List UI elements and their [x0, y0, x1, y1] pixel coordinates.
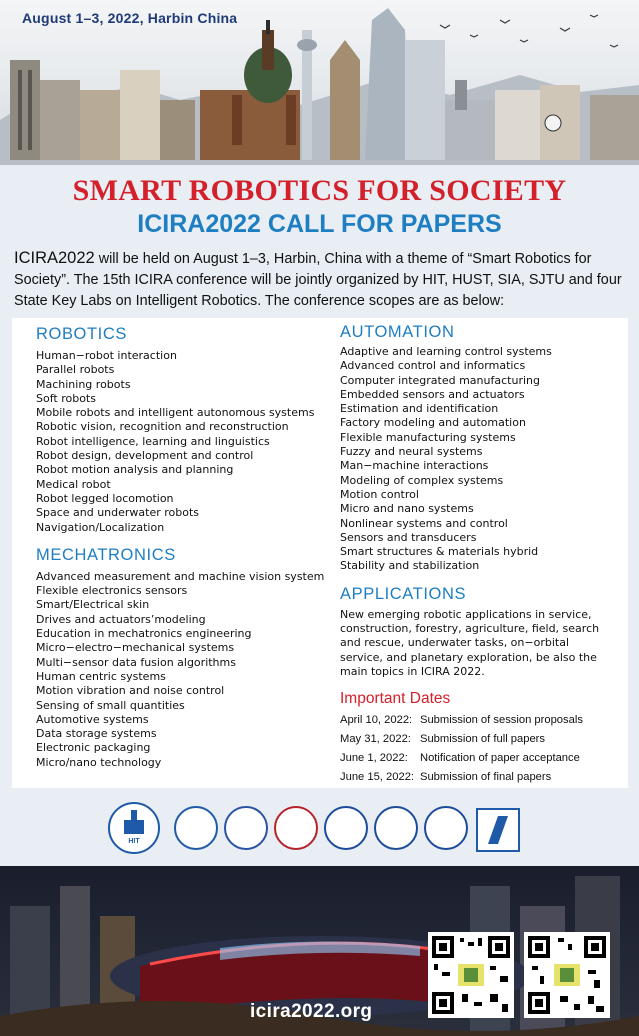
- date-row: [340, 730, 620, 749]
- list-item: Micro/nano technology: [36, 755, 162, 769]
- hit-logo-label: HIT: [128, 838, 140, 845]
- list-item: Sensors and transducers: [340, 530, 477, 544]
- date-event: Submission of full papers: [420, 733, 545, 746]
- list-item: Mobile robots and intelligent autonomous systems: [36, 406, 315, 420]
- list-item: Embedded sensors and actuators: [340, 387, 525, 401]
- date-row: [340, 749, 620, 768]
- state-key-lab-logo: [324, 806, 368, 850]
- list-item: Parallel robots: [36, 363, 115, 377]
- sjtu-logo: [274, 806, 318, 850]
- list-item: Nonlinear systems and control: [340, 516, 508, 530]
- list-item: Education in mechatronics engineering: [36, 627, 252, 641]
- list-item: Smart structures & materials hybrid: [340, 545, 539, 559]
- list-item: Stability and stabilization: [340, 559, 480, 573]
- robotics-list: [36, 349, 332, 535]
- list-item: Flexible manufacturing systems: [340, 430, 516, 444]
- list-item: Estimation and identification: [340, 402, 499, 416]
- list-item: Machining robots: [36, 377, 131, 391]
- list-item: Robot design, development and control: [36, 449, 254, 463]
- important-dates-heading: Important Dates: [340, 690, 451, 708]
- intro-text: will be held on August 1–3, Harbin, China with a theme of “Smart Robotics for Society”. The 15th ICIRA conference will be jointly organized by HIT, HUST, SIA, SJTU and four State Key Labs on Intelligent Robotics. The conference scopes are as below:: [14, 251, 622, 309]
- left-column: [36, 318, 332, 770]
- list-item: Robot motion analysis and planning: [36, 463, 234, 477]
- list-item: Fuzzy and neural systems: [340, 445, 483, 459]
- list-item: Multi−sensor data fusion algorithms: [36, 655, 236, 669]
- intro-paragraph: [14, 248, 626, 312]
- title-block: [0, 172, 639, 240]
- applications-heading: APPLICATIONS: [340, 584, 467, 603]
- mechatronics-heading: MECHATRONICS: [36, 545, 176, 564]
- list-item: Soft robots: [36, 391, 96, 405]
- list-item: Medical robot: [36, 477, 111, 491]
- right-column: [340, 318, 620, 787]
- automation-heading: AUTOMATION: [340, 323, 455, 341]
- date-value: April 10, 2022:: [340, 714, 413, 727]
- date-row: [340, 768, 620, 787]
- list-item: Factory modeling and automation: [340, 416, 526, 430]
- header-banner: [0, 0, 639, 165]
- square-logo: [476, 808, 520, 852]
- date-event: Notification of paper acceptance: [420, 752, 580, 765]
- list-item: Flexible electronics sensors: [36, 584, 188, 598]
- lab-logo: [424, 806, 468, 850]
- list-item: Robot legged locomotion: [36, 491, 174, 505]
- list-item: Micro−electro−mechanical systems: [36, 641, 235, 655]
- qr-code[interactable]: [428, 932, 514, 1018]
- hit-logo: [108, 800, 160, 856]
- list-item: Electronic packaging: [36, 741, 151, 755]
- list-item: Robotic vision, recognition and reconstruction: [36, 420, 289, 434]
- list-item: Modeling of complex systems: [340, 473, 504, 487]
- hust-logo: [174, 806, 218, 850]
- list-item: Advanced control and informatics: [340, 359, 526, 373]
- applications-text: New emerging robotic applications in service, construction, forestry, agriculture, field, search and rescue, underwater tasks, on−orbital service, and planetary exploration, be also the main topics in ICIRA 2022.: [340, 607, 600, 678]
- intro-lead: ICIRA2022: [14, 249, 95, 267]
- date-value: May 31, 2022:: [340, 733, 411, 746]
- list-item: Navigation/Localization: [36, 520, 165, 534]
- list-item: Data storage systems: [36, 727, 157, 741]
- list-item: Automotive systems: [36, 712, 149, 726]
- list-item: Computer integrated manufacturing: [340, 373, 540, 387]
- list-item: Space and underwater robots: [36, 506, 200, 520]
- list-item: Human−robot interaction: [36, 349, 177, 362]
- list-item: Man−machine interactions: [340, 459, 489, 473]
- date-location: August 1–3, 2022, Harbin China: [22, 10, 238, 26]
- website-url[interactable]: icira2022.org: [250, 1001, 373, 1022]
- mechatronics-list: [36, 570, 332, 770]
- robotics-heading: ROBOTICS: [36, 325, 127, 343]
- main-title: SMART ROBOTICS FOR SOCIETY: [72, 174, 567, 207]
- list-item: Advanced measurement and machine vision system: [36, 569, 325, 583]
- important-dates-list: [340, 711, 620, 787]
- lab-logo: [374, 806, 418, 850]
- list-item: Human centric systems: [36, 669, 166, 683]
- list-item: Motion control: [340, 487, 419, 501]
- date-row: [340, 711, 620, 730]
- list-item: Motion vibration and noise control: [36, 684, 225, 698]
- list-item: Drives and actuators’modeling: [36, 612, 206, 626]
- date-event: Submission of final papers: [420, 771, 552, 784]
- list-item: Micro and nano systems: [340, 502, 474, 516]
- automation-list: [340, 345, 620, 574]
- list-item: Sensing of small quantities: [36, 698, 185, 712]
- qr-code[interactable]: [524, 932, 610, 1018]
- organizer-logos: [100, 806, 540, 854]
- date-value: June 15, 2022:: [340, 771, 415, 784]
- scopes-panel: [12, 318, 628, 788]
- sia-logo: [224, 806, 268, 850]
- date-value: June 1, 2022:: [340, 752, 408, 765]
- list-item: Adaptive and learning control systems: [340, 345, 552, 358]
- date-event: Submission of session proposals: [420, 714, 583, 727]
- list-item: Smart/Electrical skin: [36, 598, 150, 612]
- sub-title: ICIRA2022 CALL FOR PAPERS: [137, 210, 502, 238]
- list-item: Robot intelligence, learning and linguistics: [36, 434, 270, 448]
